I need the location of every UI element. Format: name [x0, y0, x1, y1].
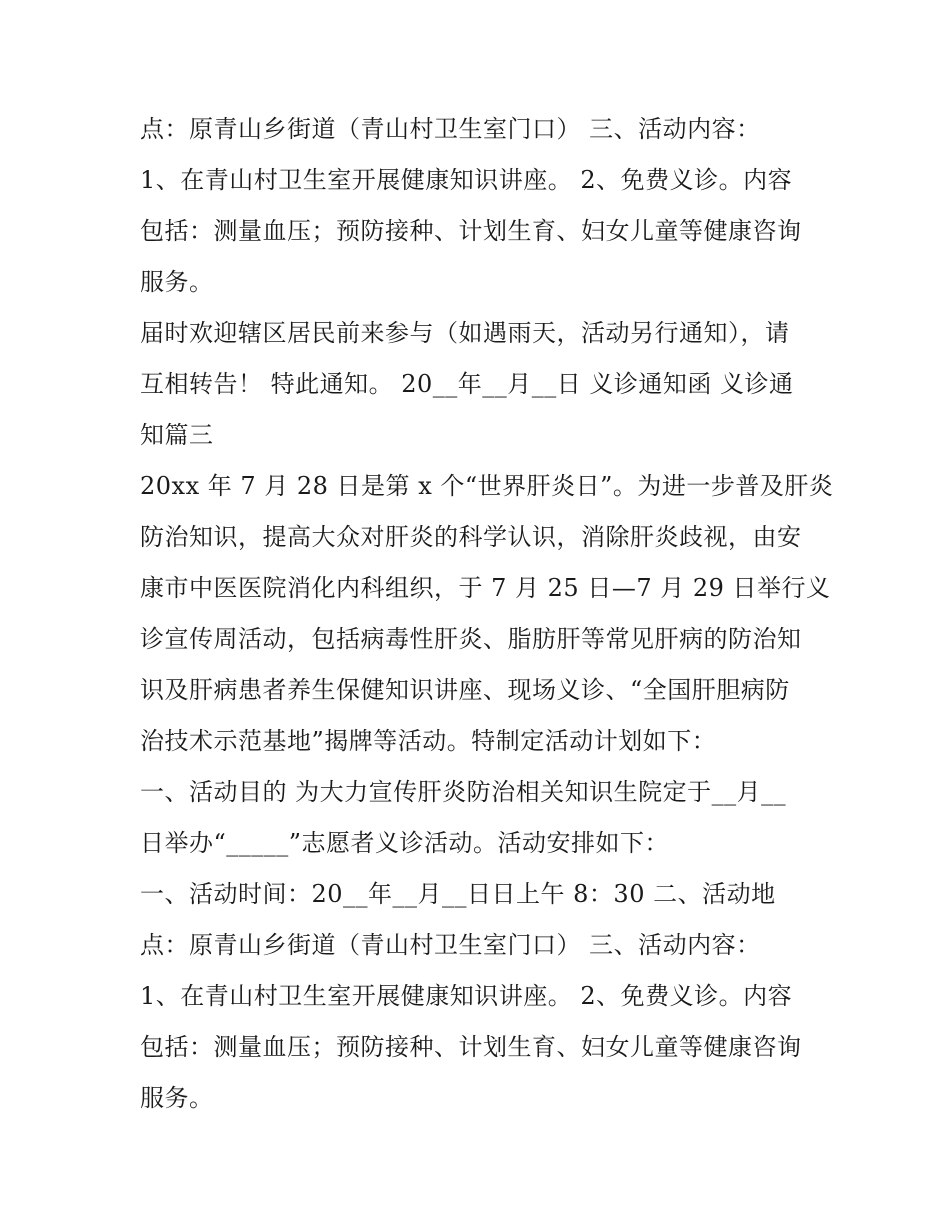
text-line: 治技术示范基地”揭牌等活动。特制定活动计划如下： — [140, 727, 717, 755]
text-line: 知篇三 — [140, 421, 214, 449]
text-line: 包括：测量血压；预防接种、计划生育、妇女儿童等健康咨询 — [140, 1033, 802, 1061]
text-line: 防治知识，提高大众对肝炎的科学认识，消除肝炎歧视，由安 — [140, 523, 802, 551]
document-body — [140, 104, 834, 1124]
text-line: 识及肝病患者养生保健知识讲座、现场义诊、“全国肝胆病防 — [140, 676, 790, 704]
text-line: 互相转告！ 特此通知。 20__年__月__日 义诊通知函 义诊通 — [140, 370, 794, 398]
text-line: 一、活动时间：20__年__月__日日上午 8：30 二、活动地 — [140, 880, 776, 908]
text-line: 诊宣传周活动，包括病毒性肝炎、脂肪肝等常见肝病的防治知 — [140, 625, 802, 653]
text-line: 康市中医医院消化内科组织，于 7 月 25 日—7 月 29 日举行义 — [140, 574, 831, 602]
text-line: 服务。 — [140, 1084, 214, 1112]
text-line: 包括：测量血压；预防接种、计划生育、妇女儿童等健康咨询 — [140, 217, 802, 245]
text-line: 20xx 年 7 月 28 日是第 x 个“世界肝炎日”。为进一步普及肝炎 — [140, 472, 834, 500]
text-line: 届时欢迎辖区居民前来参与（如遇雨天，活动另行通知），请 — [140, 319, 790, 347]
text-line: 一、活动目的 为大力宣传肝炎防治相关知识生院定于__月__ — [140, 778, 787, 806]
text-line: 1、在青山村卫生室开展健康知识讲座。 2、免费义诊。内容 — [140, 982, 793, 1010]
text-line: 1、在青山村卫生室开展健康知识讲座。 2、免费义诊。内容 — [140, 166, 793, 194]
text-line: 日举办“_____”志愿者义诊活动。活动安排如下： — [140, 829, 670, 857]
text-line: 点：原青山乡街道（青山村卫生室门口） 三、活动内容： — [140, 931, 761, 959]
text-line: 服务。 — [140, 268, 214, 296]
text-line: 点：原青山乡街道（青山村卫生室门口） 三、活动内容： — [140, 115, 761, 143]
